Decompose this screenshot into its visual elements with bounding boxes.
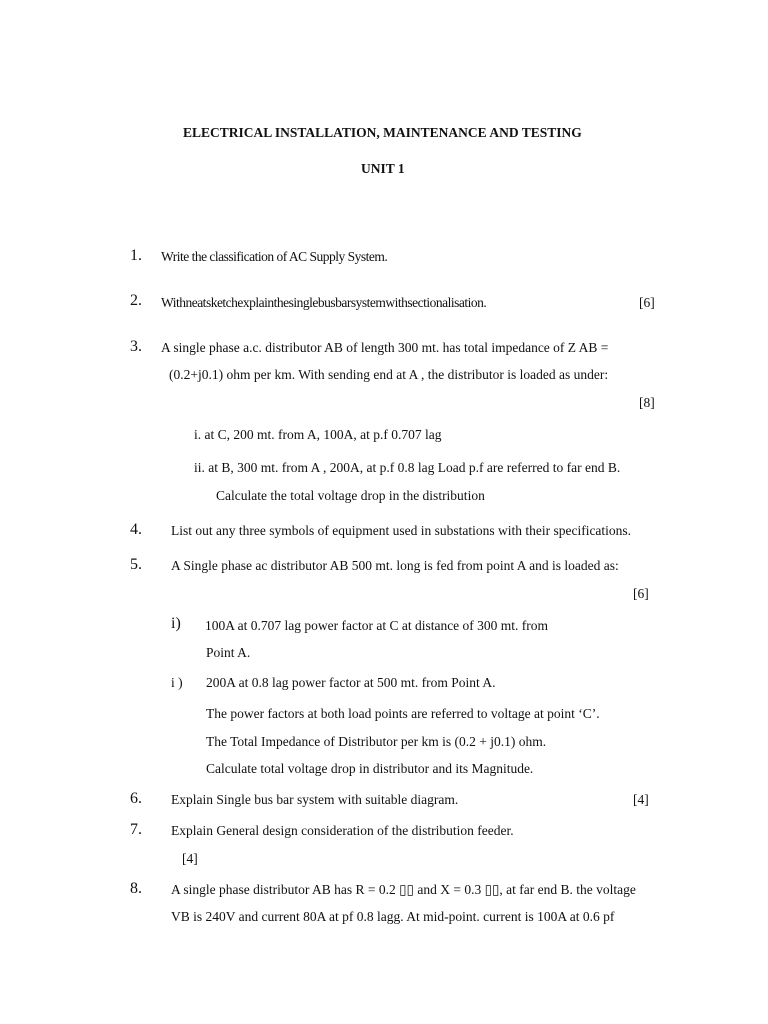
question-marks: [6] xyxy=(633,586,649,601)
sub-question: 200A at 0.8 lag power factor at 500 mt. from Point A. xyxy=(206,675,496,690)
sub-question: ii. at B, 300 mt. from A , 200A, at p.f 0.8 lag Load p.f are referred to far end B. xyxy=(194,460,621,475)
question-marks: [4] xyxy=(182,851,198,866)
question-note: Calculate total voltage drop in distributor and its Magnitude. xyxy=(206,761,534,776)
question-text: Write the classification of AC Supply System. xyxy=(161,249,388,264)
question-text: Withneatsketchexplainthesinglebusbarsystemwithsectionalisation. xyxy=(161,295,487,310)
question-number: 6. xyxy=(130,790,142,807)
sub-question: 100A at 0.707 lag power factor at C at distance of 300 mt. from xyxy=(205,618,549,633)
sub-question-label: i) xyxy=(171,615,181,632)
question-marks: [6] xyxy=(639,295,655,310)
question-text: A single phase a.c. distributor AB of length 300 mt. has total impedance of Z AB = xyxy=(161,340,609,355)
question-number: 5. xyxy=(130,556,142,573)
question-marks: [8] xyxy=(639,395,655,410)
sub-question-label: i ) xyxy=(171,675,183,690)
question-number: 8. xyxy=(130,880,142,897)
sub-question: Point A. xyxy=(206,645,251,660)
question-text: Explain Single bus bar system with suitable diagram. xyxy=(171,792,459,807)
question-text: A single phase distributor AB has R = 0.2 ▯▯ and X = 0.3 ▯▯, at far end B. the voltage xyxy=(171,882,636,897)
question-text: A Single phase ac distributor AB 500 mt. long is fed from point A and is loaded as: xyxy=(171,558,619,573)
question-note: The Total Impedance of Distributor per km is (0.2 + j0.1) ohm. xyxy=(206,734,547,749)
unit-heading: UNIT 1 xyxy=(361,161,405,176)
question-text: (0.2+j0.1) ohm per km. With sending end at A , the distributor is loaded as under: xyxy=(169,367,609,382)
sub-question: i. at C, 200 mt. from A, 100A, at p.f 0.707 lag xyxy=(194,427,442,442)
document-title: ELECTRICAL INSTALLATION, MAINTENANCE AND TESTING xyxy=(183,125,582,140)
question-note: Calculate the total voltage drop in the distribution xyxy=(216,488,485,503)
question-number: 2. xyxy=(130,292,142,309)
question-number: 3. xyxy=(130,338,142,355)
question-text: Explain General design consideration of the distribution feeder. xyxy=(171,823,514,838)
question-text: VB is 240V and current 80A at pf 0.8 lagg. At mid-point. current is 100A at 0.6 pf xyxy=(171,909,615,924)
question-number: 7. xyxy=(130,821,142,838)
question-note: The power factors at both load points are referred to voltage at point ‘C’. xyxy=(206,706,600,721)
question-marks: [4] xyxy=(633,792,649,807)
question-number: 4. xyxy=(130,521,142,538)
question-text: List out any three symbols of equipment used in substations with their specifications. xyxy=(171,523,632,538)
question-number: 1. xyxy=(130,247,142,264)
